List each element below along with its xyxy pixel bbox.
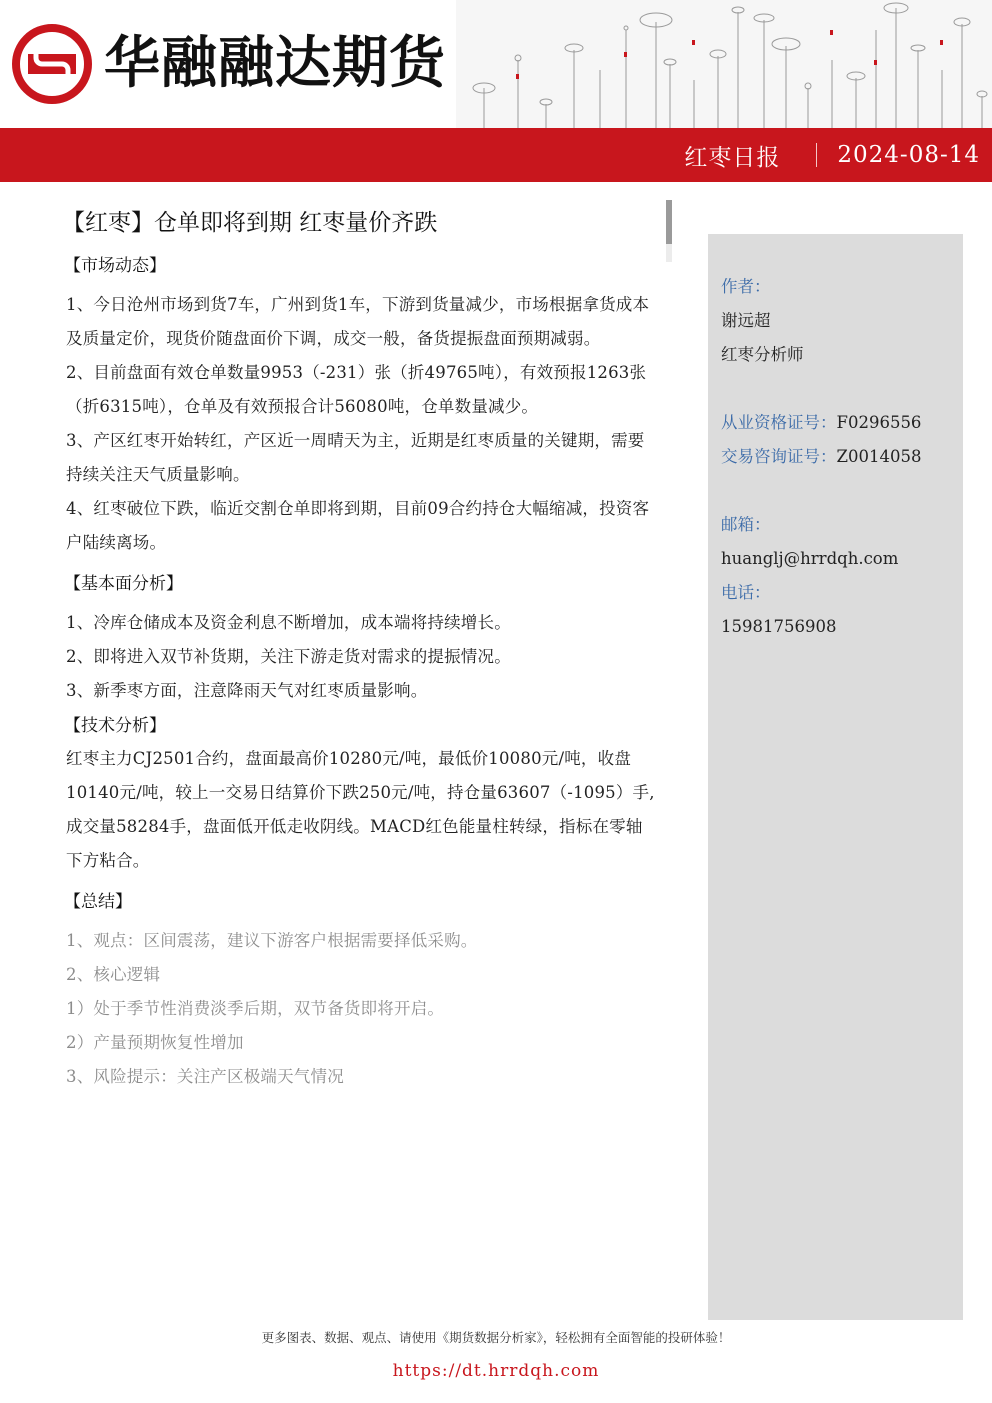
- paragraph: 1、今日沧州市场到货7车，广州到货1车，下游到货量减少，市场根据拿货成本及质量定价，现货价随盘面价下调，成交一般，备货提振盘面预期减弱。: [66, 295, 650, 348]
- author-label: 作者：: [721, 277, 771, 296]
- paragraph: 1、观点：区间震荡，建议下游客户根据需要择低采购。: [66, 931, 478, 950]
- band-divider: [816, 143, 817, 167]
- author-sidebar: [708, 234, 963, 1320]
- paragraph: 3、新季枣方面，注意降雨天气对红枣质量影响。: [66, 681, 428, 700]
- qualification-label: 从业资格证号：: [721, 413, 837, 432]
- footer-promo: 更多图表、数据、观点、请使用《期货数据分析家》，轻松拥有全面智能的投研体验！: [261, 1330, 731, 1345]
- paragraph: 1、冷库仓储成本及资金利息不断增加，成本端将持续增长。: [66, 613, 511, 632]
- paragraph: 2、目前盘面有效仓单数量9953（-231）张（折49765吨），有效预报1263张（折6315吨），仓单及有效预报合计56080吨，仓单数量减少。: [66, 363, 647, 416]
- phone-number: 15981756908: [721, 617, 837, 636]
- report-type: 红枣日报: [684, 144, 781, 171]
- paragraph: 2、核心逻辑: [66, 965, 161, 984]
- paragraph: 4、红枣破位下跌，临近交割仓单即将到期，目前09合约持仓大幅缩减，投资客户陆续离场。: [66, 499, 650, 552]
- company-logo: [12, 22, 446, 106]
- footer-link[interactable]: https://dt.hrrdqh.com: [392, 1361, 600, 1381]
- scroll-indicator: [666, 200, 672, 262]
- brand-name: 华融融达期货: [104, 31, 446, 96]
- section-heading-fundamental: 【基本面分析】: [64, 574, 183, 594]
- author-name: 谢远超: [721, 311, 771, 330]
- paragraph: 3、产区红枣开始转红，产区近一周晴天为主，近期是红枣质量的关键期，需要持续关注天气质量影响。: [66, 431, 645, 484]
- paragraph: 红枣主力CJ2501合约，盘面最高价10280元/吨，最低价10080元/吨，收盘10140元/吨，较上一交易日结算价下跌250元/吨，持仓量63607（-1095）手,成交量58284手，盘面低开低走收阴线。MACD红色能量柱转绿，指标在零轴下方粘合。: [66, 749, 655, 870]
- author-title: 红枣分析师: [721, 345, 804, 364]
- consult-number: Z0014058: [836, 447, 922, 466]
- paragraph: 2）产量预期恢复性增加: [66, 1033, 244, 1052]
- phone-label: 电话：: [721, 583, 771, 602]
- report-date: 2024-08-14: [837, 142, 980, 168]
- logo-emblem-icon: [12, 24, 92, 104]
- section-heading-market: 【市场动态】: [64, 256, 166, 276]
- section-heading-summary: 【总结】: [64, 892, 132, 912]
- report-header: [0, 0, 992, 182]
- article-body: [62, 200, 656, 1094]
- paragraph: 3、风险提示：关注产区极端天气情况: [66, 1067, 344, 1086]
- qualification-number: F0296556: [836, 413, 922, 432]
- paragraph: 1）处于季节性消费淡季后期，双节备货即将开启。: [66, 999, 445, 1018]
- title-band: [0, 128, 992, 182]
- consult-label: 交易咨询证号：: [721, 447, 837, 466]
- article-title: 【红枣】仓单即将到期 红枣量价齐跌: [62, 210, 438, 236]
- paragraph: 2、即将进入双节补货期，关注下游走货对需求的提振情况。: [66, 647, 511, 666]
- section-heading-technical: 【技术分析】: [64, 716, 166, 736]
- email-label: 邮箱：: [721, 515, 771, 534]
- decorative-pattern: [456, 0, 992, 128]
- email-address[interactable]: huanglj@hrrdqh.com: [721, 549, 899, 568]
